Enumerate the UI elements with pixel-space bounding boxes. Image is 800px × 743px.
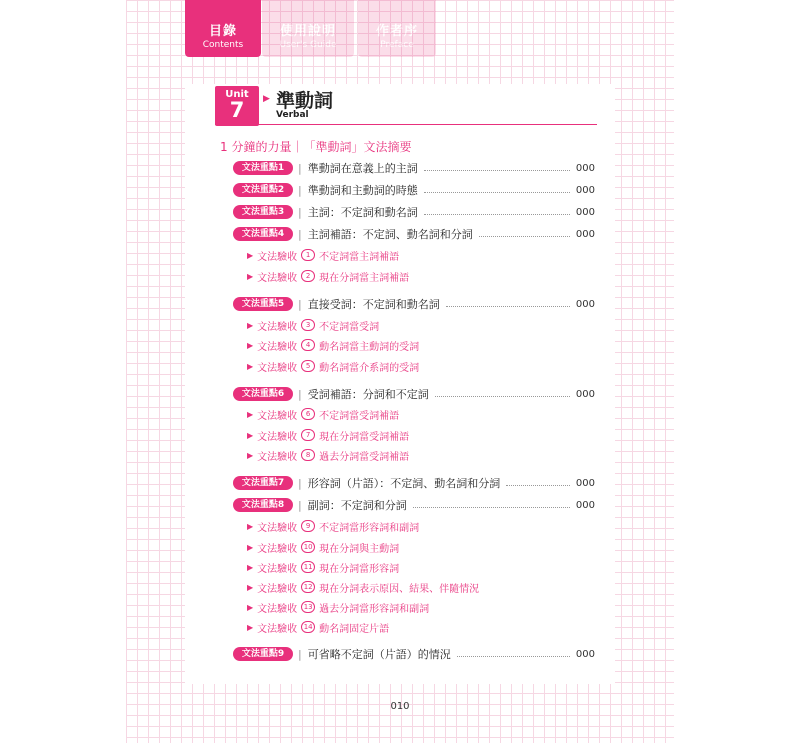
checkpoint-label: 文法驗收 (257, 451, 298, 463)
toc-entry[interactable] (233, 646, 595, 662)
triangle-right-icon: ▶ (247, 250, 254, 260)
checkpoint-label: 文法驗收 (257, 563, 298, 575)
checkpoint-label: 文法驗收 (257, 583, 298, 595)
checkpoint-number: 11 (301, 561, 315, 573)
dot-leader (479, 235, 570, 237)
separator: | (298, 183, 302, 197)
grammar-point-badge: 文法重點3 (233, 205, 293, 219)
checkpoint-item[interactable] (247, 540, 399, 554)
checkpoint-number: 4 (301, 339, 315, 351)
entry-title: 副詞：不定詞和分詞 (307, 499, 407, 512)
contents-panel (185, 84, 615, 684)
checkpoint-text: 現在分詞表示原因、結果、伴隨情況 (319, 583, 480, 595)
grammar-point-badge: 文法重點5 (233, 297, 293, 311)
checkpoint-item[interactable] (247, 407, 399, 421)
checkpoint-number: 14 (301, 621, 315, 633)
grammar-point-badge: 文法重點8 (233, 498, 293, 512)
tab-users-guide-label: 使用說明 (279, 24, 336, 39)
checkpoint-label: 文法驗收 (257, 543, 298, 555)
checkpoint-number: 12 (301, 581, 315, 593)
checkpoint-label: 文法驗收 (257, 251, 298, 263)
checkpoint-number: 7 (301, 429, 315, 441)
grammar-point-badge: 文法重點1 (233, 161, 293, 175)
checkpoint-label: 文法驗收 (257, 410, 298, 422)
entry-title: 形容詞（片語）：不定詞、動名詞和分詞 (307, 477, 501, 490)
dot-leader (457, 655, 570, 657)
checkpoint-item[interactable] (247, 338, 419, 352)
summary-heading[interactable]: 1 分鐘的力量｜「準動詞」文法摘要 (220, 140, 412, 154)
separator: | (298, 161, 302, 175)
triangle-right-icon: ▶ (247, 271, 254, 281)
tab-preface[interactable] (358, 0, 436, 57)
triangle-right-icon: ▶ (247, 562, 254, 572)
triangle-right-icon: ▶ (247, 361, 254, 371)
toc-entry[interactable] (233, 296, 595, 312)
checkpoint-label: 文法驗收 (257, 623, 298, 635)
tab-preface-label: 作者序 (375, 24, 418, 39)
toc-entry[interactable] (233, 475, 595, 491)
checkpoint-item[interactable] (247, 580, 479, 594)
divider (215, 124, 597, 125)
page-footer (126, 689, 674, 743)
triangle-right-icon: ▶ (247, 602, 254, 612)
checkpoint-text: 不定詞當受詞 (319, 321, 380, 333)
grammar-point-badge: 文法重點4 (233, 227, 293, 241)
dot-leader (435, 395, 570, 397)
checkpoint-text: 動名詞固定片語 (319, 623, 390, 635)
checkpoint-text: 不定詞當形容詞和副詞 (319, 522, 420, 534)
dot-leader (424, 169, 570, 171)
separator: | (298, 387, 302, 401)
checkpoint-item[interactable] (247, 620, 389, 634)
entry-title: 直接受詞：不定詞和動名詞 (307, 298, 440, 311)
checkpoint-number: 8 (301, 449, 315, 461)
checkpoint-text: 現在分詞與主動詞 (319, 543, 400, 555)
checkpoint-number: 10 (301, 541, 315, 553)
triangle-right-icon: ▶ (247, 430, 254, 440)
checkpoint-text: 現在分詞當主詞補語 (319, 272, 410, 284)
unit-label: Unit (225, 89, 249, 100)
checkpoint-item[interactable] (247, 248, 399, 262)
triangle-right-icon: ▶ (263, 94, 270, 104)
checkpoint-item[interactable] (247, 448, 409, 462)
checkpoint-text: 動名詞當主動詞的受詞 (319, 341, 420, 353)
triangle-right-icon: ▶ (247, 622, 254, 632)
tab-contents[interactable] (185, 0, 261, 57)
triangle-right-icon: ▶ (247, 320, 254, 330)
checkpoint-item[interactable] (247, 318, 379, 332)
toc-entry[interactable] (233, 497, 595, 513)
checkpoint-text: 過去分詞當形容詞和副詞 (319, 603, 430, 615)
checkpoint-text: 不定詞當主詞補語 (319, 251, 400, 263)
entry-title: 可省略不定詞（片語）的情況 (307, 648, 451, 661)
page-number: 000 (575, 206, 595, 218)
tab-preface-sublabel: Preface (380, 40, 414, 50)
toc-entry[interactable] (233, 386, 595, 402)
page-number: 000 (575, 648, 595, 660)
unit-subtitle: Verbal (276, 110, 309, 120)
checkpoint-label: 文法驗收 (257, 522, 298, 534)
triangle-right-icon: ▶ (247, 340, 254, 350)
separator: | (298, 476, 302, 490)
checkpoint-item[interactable] (247, 600, 429, 614)
checkpoint-number: 1 (301, 249, 315, 261)
unit-number: 7 (229, 98, 245, 122)
checkpoint-item[interactable] (247, 519, 419, 533)
toc-entry[interactable] (233, 226, 595, 242)
checkpoint-item[interactable] (247, 560, 399, 574)
triangle-right-icon: ▶ (247, 542, 254, 552)
grammar-point-badge: 文法重點7 (233, 476, 293, 490)
entry-title: 準動詞在意義上的主詞 (307, 162, 418, 175)
page-number: 000 (575, 228, 595, 240)
checkpoint-text: 現在分詞當受詞補語 (319, 431, 410, 443)
checkpoint-number: 2 (301, 270, 315, 282)
tab-users-guide-sublabel: User's Guide (279, 40, 337, 50)
grammar-point-badge: 文法重點9 (233, 647, 293, 661)
footer-page-number: 010 (390, 701, 410, 712)
dot-leader (506, 484, 570, 486)
page-number: 000 (575, 388, 595, 400)
grammar-point-badge: 文法重點2 (233, 183, 293, 197)
separator: | (298, 297, 302, 311)
separator: | (298, 647, 302, 661)
checkpoint-label: 文法驗收 (257, 431, 298, 443)
toc-entry[interactable] (233, 182, 595, 198)
page-number: 000 (575, 499, 595, 511)
checkpoint-text: 不定詞當受詞補語 (319, 410, 400, 422)
checkpoint-item[interactable] (247, 428, 409, 442)
page-number: 000 (575, 162, 595, 174)
dot-leader (413, 506, 570, 508)
checkpoint-number: 9 (301, 520, 315, 532)
checkpoint-label: 文法驗收 (257, 321, 298, 333)
checkpoint-number: 13 (301, 601, 315, 613)
entry-title: 受詞補語：分詞和不定詞 (307, 388, 429, 401)
dot-leader (424, 213, 570, 215)
page-number: 000 (575, 298, 595, 310)
checkpoint-item[interactable] (247, 359, 419, 373)
unit-badge (215, 86, 259, 126)
checkpoint-label: 文法驗收 (257, 341, 298, 353)
tab-contents-sublabel: Contents (202, 40, 244, 50)
toc-entry[interactable] (233, 204, 595, 220)
checkpoint-number: 5 (301, 360, 315, 372)
entry-title: 準動詞和主動詞的時態 (307, 184, 418, 197)
dot-leader (446, 305, 570, 307)
triangle-right-icon: ▶ (247, 521, 254, 531)
checkpoint-label: 文法驗收 (257, 362, 298, 374)
entry-title: 主詞：不定詞和動名詞 (307, 206, 418, 219)
tab-contents-label: 目錄 (208, 24, 237, 39)
grammar-point-badge: 文法重點6 (233, 387, 293, 401)
checkpoint-item[interactable] (247, 269, 409, 283)
checkpoint-number: 6 (301, 408, 315, 420)
checkpoint-text: 動名詞當介系詞的受詞 (319, 362, 420, 374)
entry-title: 主詞補語：不定詞、動名詞和分詞 (307, 228, 473, 241)
checkpoint-label: 文法驗收 (257, 272, 298, 284)
page-number: 000 (575, 184, 595, 196)
checkpoint-number: 3 (301, 319, 315, 331)
dot-leader (424, 191, 570, 193)
separator: | (298, 227, 302, 241)
triangle-right-icon: ▶ (247, 409, 254, 419)
triangle-right-icon: ▶ (247, 582, 254, 592)
checkpoint-label: 文法驗收 (257, 603, 298, 615)
unit-title: 準動詞 (276, 90, 334, 112)
toc-entry[interactable] (233, 160, 595, 176)
separator: | (298, 498, 302, 512)
separator: | (298, 205, 302, 219)
tab-users-guide[interactable] (262, 0, 354, 57)
triangle-right-icon: ▶ (247, 450, 254, 460)
page-number: 000 (575, 477, 595, 489)
checkpoint-text: 現在分詞當形容詞 (319, 563, 400, 575)
checkpoint-text: 過去分詞當受詞補語 (319, 451, 410, 463)
